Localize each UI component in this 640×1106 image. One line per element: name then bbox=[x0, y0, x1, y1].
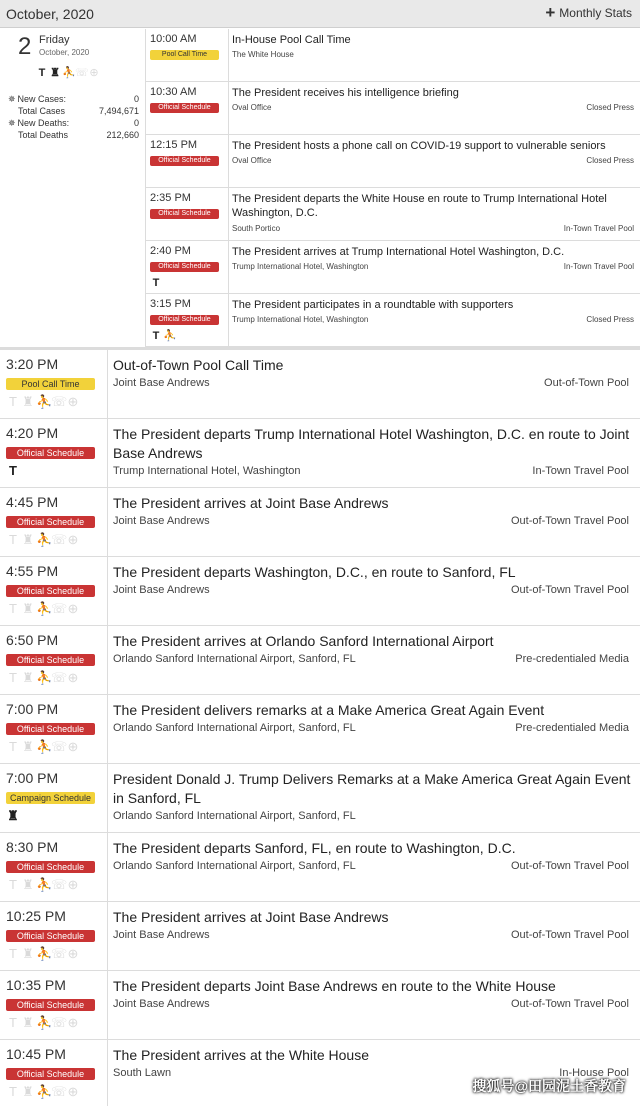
event-title[interactable]: The President departs the White House en route to Trump International Hotel Washington, D.C. bbox=[232, 193, 607, 219]
text-icon: T bbox=[9, 1084, 17, 1099]
text-icon: T bbox=[9, 946, 17, 961]
podium-icon: ♜ bbox=[22, 601, 34, 616]
day-icons bbox=[36, 67, 100, 79]
event-title[interactable]: The President departs Sanford, FL, en route to Washington, D.C. bbox=[113, 840, 516, 856]
stat-row bbox=[8, 129, 139, 141]
event-row[interactable] bbox=[0, 695, 640, 764]
phone-icon: ☏ bbox=[51, 946, 68, 961]
event-location: Trump International Hotel, Washington bbox=[113, 465, 301, 477]
podium-icon: ♜ bbox=[22, 1084, 34, 1099]
event-location: South Lawn bbox=[113, 1067, 172, 1079]
text-icon: T bbox=[9, 601, 17, 616]
stat-label: Total Cases bbox=[18, 106, 66, 116]
event-title[interactable]: The President departs Joint Base Andrews en route to the White House bbox=[113, 978, 556, 994]
official-schedule-badge: Official Schedule bbox=[6, 447, 95, 459]
day-summary bbox=[0, 29, 146, 347]
phone-icon: ☏ bbox=[51, 532, 68, 547]
event-location: Orlando Sanford International Airport, Sanford, FL bbox=[113, 722, 356, 734]
globe-icon: ⊕ bbox=[67, 670, 79, 685]
stat-value: 0 bbox=[133, 118, 139, 128]
event-row[interactable] bbox=[0, 488, 640, 557]
event-press-pool: In-Town Travel Pool bbox=[563, 262, 634, 271]
event-time: 3:20 PM bbox=[6, 356, 59, 372]
event-title[interactable]: The President arrives at Joint Base Andrews bbox=[113, 495, 389, 511]
podium-icon: ♜ bbox=[22, 739, 34, 754]
phone-icon: ☏ bbox=[51, 1015, 68, 1030]
event-time: 12:15 PM bbox=[150, 139, 198, 151]
stat-label: Total Deaths bbox=[18, 130, 69, 140]
event-time: 2:40 PM bbox=[150, 245, 191, 257]
event-icons bbox=[150, 330, 175, 342]
event-press-pool: Out-of-Town Travel Pool bbox=[511, 584, 629, 596]
event-row[interactable] bbox=[146, 135, 640, 188]
text-icon: T bbox=[152, 330, 160, 342]
text-icon: T bbox=[152, 277, 160, 289]
stat-label: New Cases: bbox=[17, 94, 67, 104]
person-icon: ⛹ bbox=[36, 877, 53, 892]
stat-row bbox=[8, 117, 139, 129]
event-row[interactable] bbox=[0, 419, 640, 488]
event-row[interactable] bbox=[0, 626, 640, 695]
event-title[interactable]: The President hosts a phone call on COVID-19 support to vulnerable seniors bbox=[232, 140, 606, 152]
podium-icon: ♜ bbox=[22, 394, 34, 409]
person-icon: ⛹ bbox=[36, 601, 53, 616]
event-icons bbox=[6, 948, 80, 960]
event-title[interactable]: The President arrives at Trump International Hotel Washington, D.C. bbox=[232, 246, 565, 258]
event-location: Orlando Sanford International Airport, Sanford, FL bbox=[113, 810, 356, 822]
official-schedule-badge: Official Schedule bbox=[150, 209, 219, 219]
text-icon: T bbox=[38, 67, 46, 79]
podium-icon: ♜ bbox=[22, 670, 34, 685]
event-time: 4:55 PM bbox=[6, 563, 59, 579]
event-press-pool: Closed Press bbox=[586, 103, 634, 112]
person-icon: ⛹ bbox=[36, 394, 53, 409]
event-time: 10:00 AM bbox=[150, 33, 197, 45]
event-press-pool: Pre-credentialed Media bbox=[515, 722, 629, 734]
stat-label: New Deaths: bbox=[17, 118, 70, 128]
event-press-pool: In-Town Travel Pool bbox=[532, 465, 629, 477]
event-press-pool: Out-of-Town Travel Pool bbox=[511, 998, 629, 1010]
event-row[interactable] bbox=[0, 1040, 640, 1106]
event-location: Joint Base Andrews bbox=[113, 515, 210, 527]
official-schedule-badge: Official Schedule bbox=[6, 723, 95, 735]
event-title[interactable]: The President receives his intelligence briefing bbox=[232, 87, 459, 99]
day-number: 2 bbox=[18, 33, 32, 60]
event-title[interactable]: The President departs Washington, D.C., en route to Sanford, FL bbox=[113, 564, 516, 580]
event-icons bbox=[150, 277, 162, 289]
event-location: Trump International Hotel, Washington bbox=[232, 262, 369, 271]
phone-icon: ☏ bbox=[51, 601, 68, 616]
text-icon: T bbox=[9, 463, 17, 478]
person-icon: ⛹ bbox=[62, 67, 76, 79]
globe-icon: ⊕ bbox=[67, 601, 79, 616]
event-row[interactable] bbox=[0, 833, 640, 902]
podium-icon: ♜ bbox=[22, 532, 34, 547]
gear-icon: ✵ bbox=[8, 117, 16, 128]
event-icons bbox=[6, 810, 20, 822]
official-schedule-badge: Official Schedule bbox=[150, 103, 219, 113]
event-time: 2:35 PM bbox=[150, 192, 191, 204]
event-row[interactable] bbox=[0, 764, 640, 833]
globe-icon: ⊕ bbox=[67, 1015, 79, 1030]
event-press-pool: In-House Pool bbox=[559, 1067, 629, 1079]
event-location: Oval Office bbox=[232, 103, 272, 112]
event-icons bbox=[6, 672, 80, 684]
campaign-schedule-badge: Campaign Schedule bbox=[6, 792, 95, 804]
text-icon: T bbox=[9, 877, 17, 892]
official-schedule-badge: Official Schedule bbox=[6, 516, 95, 528]
official-schedule-badge: Official Schedule bbox=[6, 585, 95, 597]
gear-icon: ✵ bbox=[8, 93, 16, 104]
pool-call-badge: Pool Call Time bbox=[150, 50, 219, 60]
event-time: 4:20 PM bbox=[6, 425, 59, 441]
event-time: 10:25 PM bbox=[6, 908, 66, 924]
text-icon: T bbox=[9, 739, 17, 754]
stat-value: 0 bbox=[133, 94, 139, 104]
person-icon: ⛹ bbox=[36, 670, 53, 685]
event-row[interactable] bbox=[146, 241, 640, 294]
event-icons bbox=[6, 741, 80, 753]
event-time: 7:00 PM bbox=[6, 701, 59, 717]
official-schedule-badge: Official Schedule bbox=[6, 1068, 95, 1080]
event-location: Joint Base Andrews bbox=[113, 929, 210, 941]
day-weekday: Friday bbox=[39, 34, 70, 46]
event-icons bbox=[6, 879, 80, 891]
event-location: The White House bbox=[232, 50, 294, 59]
event-location: South Portico bbox=[232, 224, 281, 233]
globe-icon: ⊕ bbox=[67, 532, 79, 547]
phone-icon: ☏ bbox=[51, 739, 68, 754]
globe-icon: ⊕ bbox=[67, 877, 79, 892]
text-icon: T bbox=[9, 394, 17, 409]
event-press-pool: In-Town Travel Pool bbox=[563, 224, 634, 233]
event-location: Orlando Sanford International Airport, Sanford, FL bbox=[113, 653, 356, 665]
event-time: 3:15 PM bbox=[150, 298, 191, 310]
event-row[interactable] bbox=[0, 557, 640, 626]
event-row[interactable] bbox=[0, 902, 640, 971]
text-icon: T bbox=[9, 1015, 17, 1030]
event-time: 4:45 PM bbox=[6, 494, 59, 510]
event-icons bbox=[6, 465, 20, 477]
event-time: 7:00 PM bbox=[6, 770, 59, 786]
event-row[interactable] bbox=[146, 82, 640, 135]
month-title: October, 2020 bbox=[6, 6, 94, 22]
event-location: Oval Office bbox=[232, 156, 272, 165]
event-row[interactable] bbox=[0, 971, 640, 1040]
official-schedule-badge: Official Schedule bbox=[150, 262, 219, 272]
stat-value: 7,494,671 bbox=[98, 106, 139, 116]
podium-icon: ♜ bbox=[7, 808, 19, 823]
event-time: 6:50 PM bbox=[6, 632, 59, 648]
official-schedule-badge: Official Schedule bbox=[6, 654, 95, 666]
phone-icon: ☏ bbox=[51, 1084, 68, 1099]
event-time: 10:30 AM bbox=[150, 86, 197, 98]
event-press-pool: Closed Press bbox=[586, 315, 634, 324]
podium-icon: ♜ bbox=[22, 877, 34, 892]
globe-icon: ⊕ bbox=[89, 67, 99, 79]
event-location: Joint Base Andrews bbox=[113, 584, 210, 596]
event-icons bbox=[6, 396, 80, 408]
globe-icon: ⊕ bbox=[67, 739, 79, 754]
event-location: Joint Base Andrews bbox=[113, 377, 210, 389]
plus-icon: + bbox=[545, 3, 556, 22]
person-icon: ⛹ bbox=[163, 330, 177, 342]
phone-icon: ☏ bbox=[51, 877, 68, 892]
globe-icon: ⊕ bbox=[67, 394, 79, 409]
official-schedule-badge: Official Schedule bbox=[150, 156, 219, 166]
podium-icon: ♜ bbox=[22, 946, 34, 961]
event-icons bbox=[6, 1086, 80, 1098]
event-title[interactable]: The President arrives at Joint Base Andrews bbox=[113, 909, 389, 925]
official-schedule-badge: Official Schedule bbox=[150, 315, 219, 325]
event-location: Joint Base Andrews bbox=[113, 998, 210, 1010]
event-press-pool: Out-of-Town Travel Pool bbox=[511, 515, 629, 527]
event-title[interactable]: Out-of-Town Pool Call Time bbox=[113, 357, 284, 373]
person-icon: ⛹ bbox=[36, 532, 53, 547]
event-row[interactable] bbox=[146, 29, 640, 82]
event-press-pool: Out-of-Town Travel Pool bbox=[511, 860, 629, 872]
text-icon: T bbox=[9, 532, 17, 547]
month-header bbox=[0, 0, 640, 28]
person-icon: ⛹ bbox=[36, 1084, 53, 1099]
event-title[interactable]: The President arrives at the White House bbox=[113, 1047, 370, 1063]
official-schedule-badge: Official Schedule bbox=[6, 999, 95, 1011]
event-title[interactable]: The President arrives at Orlando Sanford International Airport bbox=[113, 633, 494, 649]
event-press-pool: Closed Press bbox=[586, 156, 634, 165]
globe-icon: ⊕ bbox=[67, 1084, 79, 1099]
event-title[interactable]: President Donald J. Trump Delivers Remarks at a Make America Great Again Event in Sanford, FL bbox=[113, 771, 631, 806]
phone-icon: ☏ bbox=[51, 394, 68, 409]
event-icons bbox=[6, 1017, 80, 1029]
day-month-year: October, 2020 bbox=[39, 48, 90, 57]
event-time: 10:45 PM bbox=[6, 1046, 66, 1062]
event-title[interactable]: The President delivers remarks at a Make America Great Again Event bbox=[113, 702, 545, 718]
watermark: 搜狐号@田园泥土香教育 bbox=[472, 1078, 626, 1094]
event-row[interactable] bbox=[146, 188, 640, 241]
event-time: 10:35 PM bbox=[6, 977, 66, 993]
event-title[interactable]: In-House Pool Call Time bbox=[232, 34, 351, 46]
covid-stats bbox=[8, 93, 139, 141]
person-icon: ⛹ bbox=[36, 946, 53, 961]
text-icon: T bbox=[9, 670, 17, 685]
event-title[interactable]: The President participates in a roundtable with supporters bbox=[232, 299, 514, 311]
event-icons bbox=[6, 534, 80, 546]
official-schedule-badge: Official Schedule bbox=[6, 861, 95, 873]
person-icon: ⛹ bbox=[36, 739, 53, 754]
monthly-stats-button[interactable] bbox=[545, 3, 632, 22]
event-row[interactable] bbox=[0, 350, 640, 419]
event-press-pool: Pre-credentialed Media bbox=[515, 653, 629, 665]
stat-row bbox=[8, 105, 139, 117]
phone-icon: ☏ bbox=[75, 67, 89, 79]
phone-icon: ☏ bbox=[51, 670, 68, 685]
event-row[interactable] bbox=[146, 294, 640, 347]
pool-call-badge: Pool Call Time bbox=[6, 378, 95, 390]
stat-row bbox=[8, 93, 139, 105]
globe-icon: ⊕ bbox=[67, 946, 79, 961]
event-press-pool: Out-of-Town Travel Pool bbox=[511, 929, 629, 941]
event-location: Orlando Sanford International Airport, Sanford, FL bbox=[113, 860, 356, 872]
event-title[interactable]: The President departs Trump International Hotel Washington, D.C. en route to Joint Base Andrews bbox=[113, 426, 630, 461]
official-schedule-badge: Official Schedule bbox=[6, 930, 95, 942]
event-location: Trump International Hotel, Washington bbox=[232, 315, 369, 324]
event-time: 8:30 PM bbox=[6, 839, 59, 855]
person-icon: ⛹ bbox=[36, 1015, 53, 1030]
event-icons bbox=[6, 603, 80, 615]
stat-value: 212,660 bbox=[106, 130, 139, 140]
podium-icon: ♜ bbox=[22, 1015, 34, 1030]
podium-icon: ♜ bbox=[50, 67, 60, 79]
monthly-stats-label: Monthly Stats bbox=[559, 6, 632, 20]
event-press-pool: Out-of-Town Pool bbox=[544, 377, 629, 389]
